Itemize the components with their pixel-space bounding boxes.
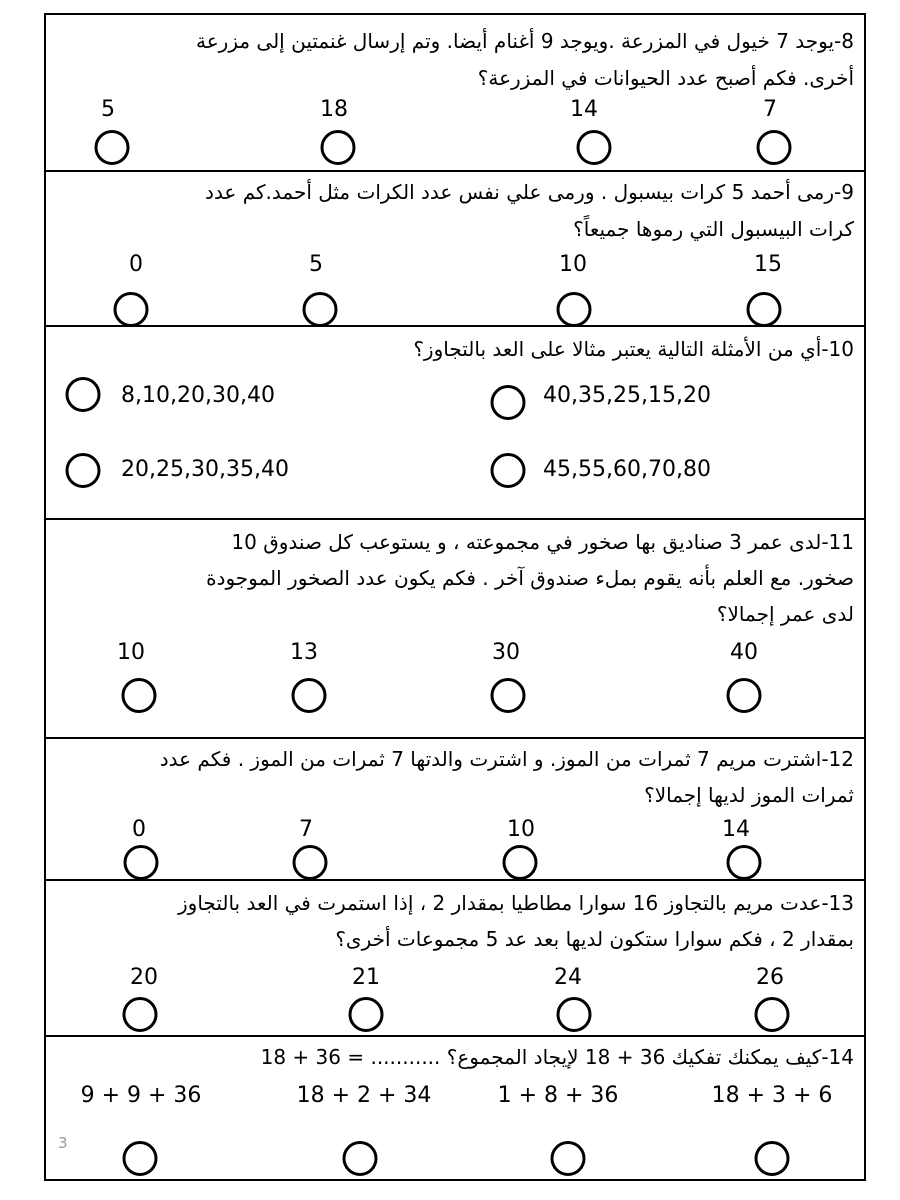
option-label: 24 <box>554 965 582 990</box>
option-label: 10 <box>559 252 587 277</box>
answer-radio-option-3[interactable] <box>491 678 526 713</box>
question-9 <box>44 170 866 327</box>
option-label: 18 + 2 + 34 <box>296 1083 432 1108</box>
question-8 <box>44 13 866 172</box>
answer-radio-option-2[interactable] <box>349 997 384 1032</box>
question-13 <box>44 881 866 1037</box>
question-12 <box>44 739 866 881</box>
answer-radio-option-4[interactable] <box>727 678 762 713</box>
answer-radio-option-1[interactable] <box>124 845 159 880</box>
option-label: 20,25,30,35,40 <box>121 457 289 482</box>
option-label: 20 <box>130 965 158 990</box>
option-label: 40,35,25,15,20 <box>543 383 711 408</box>
answer-radio-option-2[interactable] <box>343 1141 378 1176</box>
option-label: 26 <box>756 965 784 990</box>
answer-radio-option-2[interactable] <box>491 385 526 420</box>
option-label: 13 <box>290 640 318 665</box>
answer-radio-option-2[interactable] <box>303 292 338 327</box>
worksheet <box>44 13 866 1181</box>
answer-radio-option-4[interactable] <box>491 453 526 488</box>
option-label: 0 <box>132 817 146 842</box>
question-11-text: 11-لدى عمر 3 صناديق بها صخور في مجموعته ، و يستوعب كل صندوق 10 صخور. مع العلم بأنه يقوم بملء صندوق آخر . فكم يكون عدد الصخور الموجودة لدى عمر إجمالا؟ <box>206 530 854 626</box>
question-10 <box>44 327 866 520</box>
answer-radio-option-3[interactable] <box>66 453 101 488</box>
answer-radio-option-3[interactable] <box>551 1141 586 1176</box>
option-label: 45,55,60,70,80 <box>543 457 711 482</box>
option-label: 18 <box>320 97 348 122</box>
answer-radio-option-1[interactable] <box>123 1141 158 1176</box>
answer-radio-option-2[interactable] <box>293 845 328 880</box>
question-11 <box>44 520 866 739</box>
option-label: 30 <box>492 640 520 665</box>
option-label: 5 <box>309 252 323 277</box>
question-13-text: 13-عدت مريم بالتجاوز 16 سوارا مطاطيا بمقدار 2 ، إذا استمرت في العد بالتجاوز بمقدار 2 ، فكم سوارا ستكون لديها بعد عد 5 مجموعات أخرى؟ <box>178 891 854 951</box>
option-label: 1 + 8 + 36 <box>497 1083 619 1108</box>
answer-radio-option-4[interactable] <box>755 997 790 1032</box>
option-label: 10 <box>507 817 535 842</box>
answer-radio-option-4[interactable] <box>747 292 782 327</box>
answer-radio-option-2[interactable] <box>321 130 356 165</box>
option-label: 15 <box>754 252 782 277</box>
answer-radio-option-4[interactable] <box>727 845 762 880</box>
option-label: 0 <box>129 252 143 277</box>
option-label: 21 <box>352 965 380 990</box>
option-label: 40 <box>730 640 758 665</box>
answer-radio-option-1[interactable] <box>114 292 149 327</box>
option-label: 8,10,20,30,40 <box>121 383 275 408</box>
answer-radio-option-3[interactable] <box>557 997 592 1032</box>
option-label: 10 <box>117 640 145 665</box>
answer-radio-option-1[interactable] <box>95 130 130 165</box>
question-14-text: 14-كيف يمكنك تفكيك 36 + 18 لإيجاد المجموع؟ ........... = 36 + 18 <box>260 1045 854 1069</box>
answer-radio-option-4[interactable] <box>755 1141 790 1176</box>
answer-radio-option-1[interactable] <box>66 377 101 412</box>
question-8-text: 8-يوجد 7 خيول في المزرعة .ويوجد 9 أغنام أيضا. وتم إرسال غنمتين إلى مزرعة أخرى. فكم أصبح عدد الحيوانات في المزرعة؟ <box>196 29 854 90</box>
option-label: 7 <box>763 97 777 122</box>
page-number: 3 <box>58 1134 68 1152</box>
option-label: 5 <box>101 97 115 122</box>
question-10-text: 10-أي من الأمثلة التالية يعتبر مثالا على العد بالتجاوز؟ <box>413 337 854 361</box>
answer-radio-option-1[interactable] <box>123 997 158 1032</box>
answer-radio-option-3[interactable] <box>577 130 612 165</box>
question-9-text: 9-رمى أحمد 5 كرات بيسبول . ورمى علي نفس عدد الكرات مثل أحمد.كم عدد كرات البيسبول التي رموها جميعاً؟ <box>205 180 854 241</box>
option-label: 14 <box>722 817 750 842</box>
answer-radio-option-3[interactable] <box>557 292 592 327</box>
question-14 <box>44 1037 866 1181</box>
answer-radio-option-3[interactable] <box>503 845 538 880</box>
option-label: 18 + 3 + 6 <box>711 1083 833 1108</box>
option-label: 9 + 9 + 36 <box>80 1083 202 1108</box>
answer-radio-option-2[interactable] <box>292 678 327 713</box>
option-label: 7 <box>299 817 313 842</box>
answer-radio-option-4[interactable] <box>757 130 792 165</box>
answer-radio-option-1[interactable] <box>122 678 157 713</box>
option-label: 14 <box>570 97 598 122</box>
question-12-text: 12-اشترت مريم 7 ثمرات من الموز. و اشترت والدتها 7 ثمرات من الموز . فكم عدد ثمرات الموز لديها إجمالا؟ <box>159 747 854 807</box>
